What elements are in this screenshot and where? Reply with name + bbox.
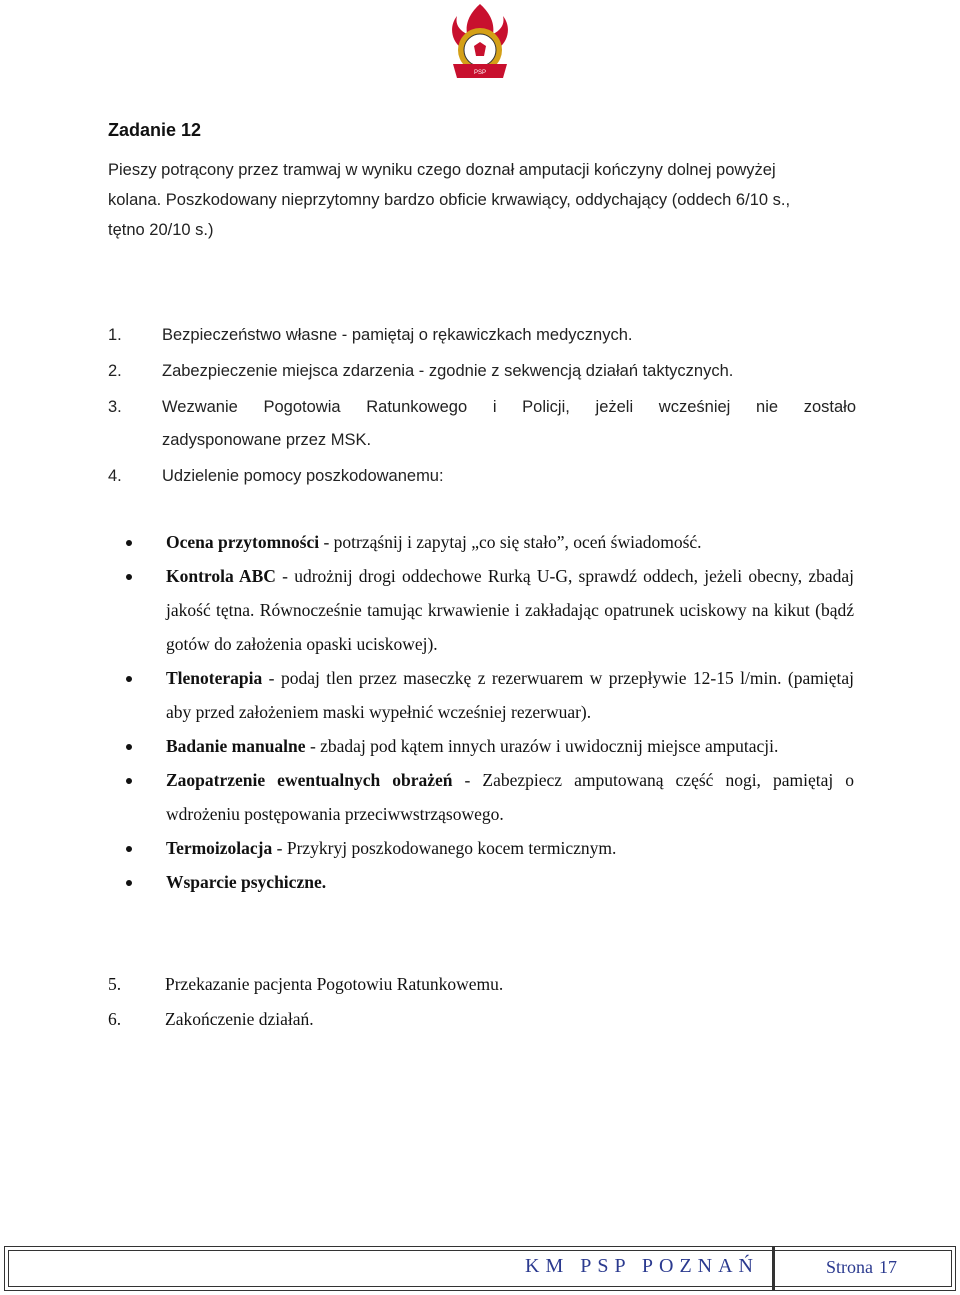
step-text: Zabezpieczenie miejsca zdarzenia - zgodnie z sekwencją działań taktycznych.: [162, 362, 734, 380]
bullet-icon: [126, 744, 132, 750]
step-2: [108, 355, 856, 388]
bullet-text: - potrząśnij i zapytaj „co się stało”, oceń świadomość.: [319, 532, 702, 552]
bullet-item: [126, 831, 854, 865]
bullet-item: [126, 763, 854, 831]
step-number: 5.: [108, 974, 122, 994]
bullet-heading: Zaopatrzenie ewentualnych obrażeń: [166, 770, 453, 790]
psp-emblem-logo: [441, 2, 519, 82]
page-footer: [4, 1246, 956, 1291]
step-number: 6.: [108, 1009, 122, 1029]
step-text: Udzielenie pomocy poszkodowanemu:: [162, 467, 444, 485]
task-description: [108, 155, 858, 245]
step-text: Bezpieczeństwo własne - pamiętaj o rękawiczkach medycznych.: [162, 326, 633, 344]
bullet-item: [126, 525, 854, 559]
bullet-icon: [126, 676, 132, 682]
intro-line: tętno 20/10 s.): [108, 221, 214, 239]
bullet-heading: Kontrola ABC: [166, 566, 276, 586]
step-3: [108, 391, 856, 457]
footer-page-number: 17: [879, 1257, 897, 1277]
bullet-item: [126, 661, 854, 729]
step-number: 4.: [108, 467, 122, 485]
bullet-text: - udrożnij drogi oddechowe Rurką U-G, sprawdź oddech, jeżeli obecny, zbadaj jakość tętna. Równocześnie tamując krwawienie i zakładając opatrunek uciskowy na kikut (bądź gotów do założenia opaski uciskowej).: [166, 566, 854, 654]
footer-divider: [772, 1247, 775, 1290]
bullet-text: - zbadaj pod kątem innych urazów i uwidocznij miejsce amputacji.: [305, 736, 779, 756]
step-text-continued: zadysponowane przez MSK.: [162, 431, 372, 449]
bullet-icon: [126, 880, 132, 886]
intro-line: kolana. Poszkodowany nieprzytomny bardzo obficie krwawiący, oddychający (oddech 6/10 s.,: [108, 191, 791, 209]
bullet-item: [126, 559, 854, 661]
bullet-icon: [126, 574, 132, 580]
step-1: [108, 319, 856, 352]
intro-line: Pieszy potrącony przez tramwaj w wyniku czego doznał amputacji kończyny dolnej powyżej: [108, 161, 776, 179]
bullet-icon: [126, 778, 132, 784]
step-text: Przekazanie pacjenta Pogotowiu Ratunkowemu.: [165, 974, 504, 994]
first-aid-bullet-list: [126, 525, 854, 899]
footer-frame: [8, 1250, 952, 1287]
step-4: [108, 460, 856, 493]
footer-organization: KM PSP POZNAŃ: [525, 1255, 759, 1277]
bullet-heading: Tlenoterapia: [166, 668, 263, 688]
bullet-heading: Termoizolacja: [166, 838, 273, 858]
step-6: [108, 1002, 314, 1036]
bullet-text: - Przykryj poszkodowanego kocem termicznym.: [272, 838, 617, 858]
task-title: Zadanie 12: [108, 120, 202, 140]
bullet-item: [126, 865, 854, 899]
bullet-heading: Wsparcie psychiczne.: [166, 872, 327, 892]
step-5: [108, 967, 503, 1001]
bullet-icon: [126, 846, 132, 852]
bullet-text: - podaj tlen przez maseczkę z rezerwuarem w przepływie 12-15 l/min. (pamiętaj aby przed założeniem maski wypełnić wcześniej rezerwuar).: [166, 668, 854, 722]
bullet-icon: [126, 540, 132, 546]
bullet-text: - Zabezpiecz amputowaną część nogi, pamiętaj o wdrożeniu postępowania przeciwwstrząsowego.: [166, 770, 854, 824]
svg-text:PSP: PSP: [473, 70, 487, 76]
bullet-heading: Badanie manualne: [166, 736, 306, 756]
step-number: 3.: [108, 398, 122, 416]
step-number: 1.: [108, 326, 122, 344]
step-number: 2.: [108, 362, 122, 380]
bullet-item: [126, 729, 854, 763]
footer-page-label: Strona: [826, 1257, 873, 1277]
step-text: Wezwanie Pogotowia Ratunkowego i Policji, jeżeli wcześniej nie zostało: [162, 398, 856, 416]
step-text: Zakończenie działań.: [165, 1009, 314, 1029]
bullet-heading: Ocena przytomności: [166, 532, 320, 552]
